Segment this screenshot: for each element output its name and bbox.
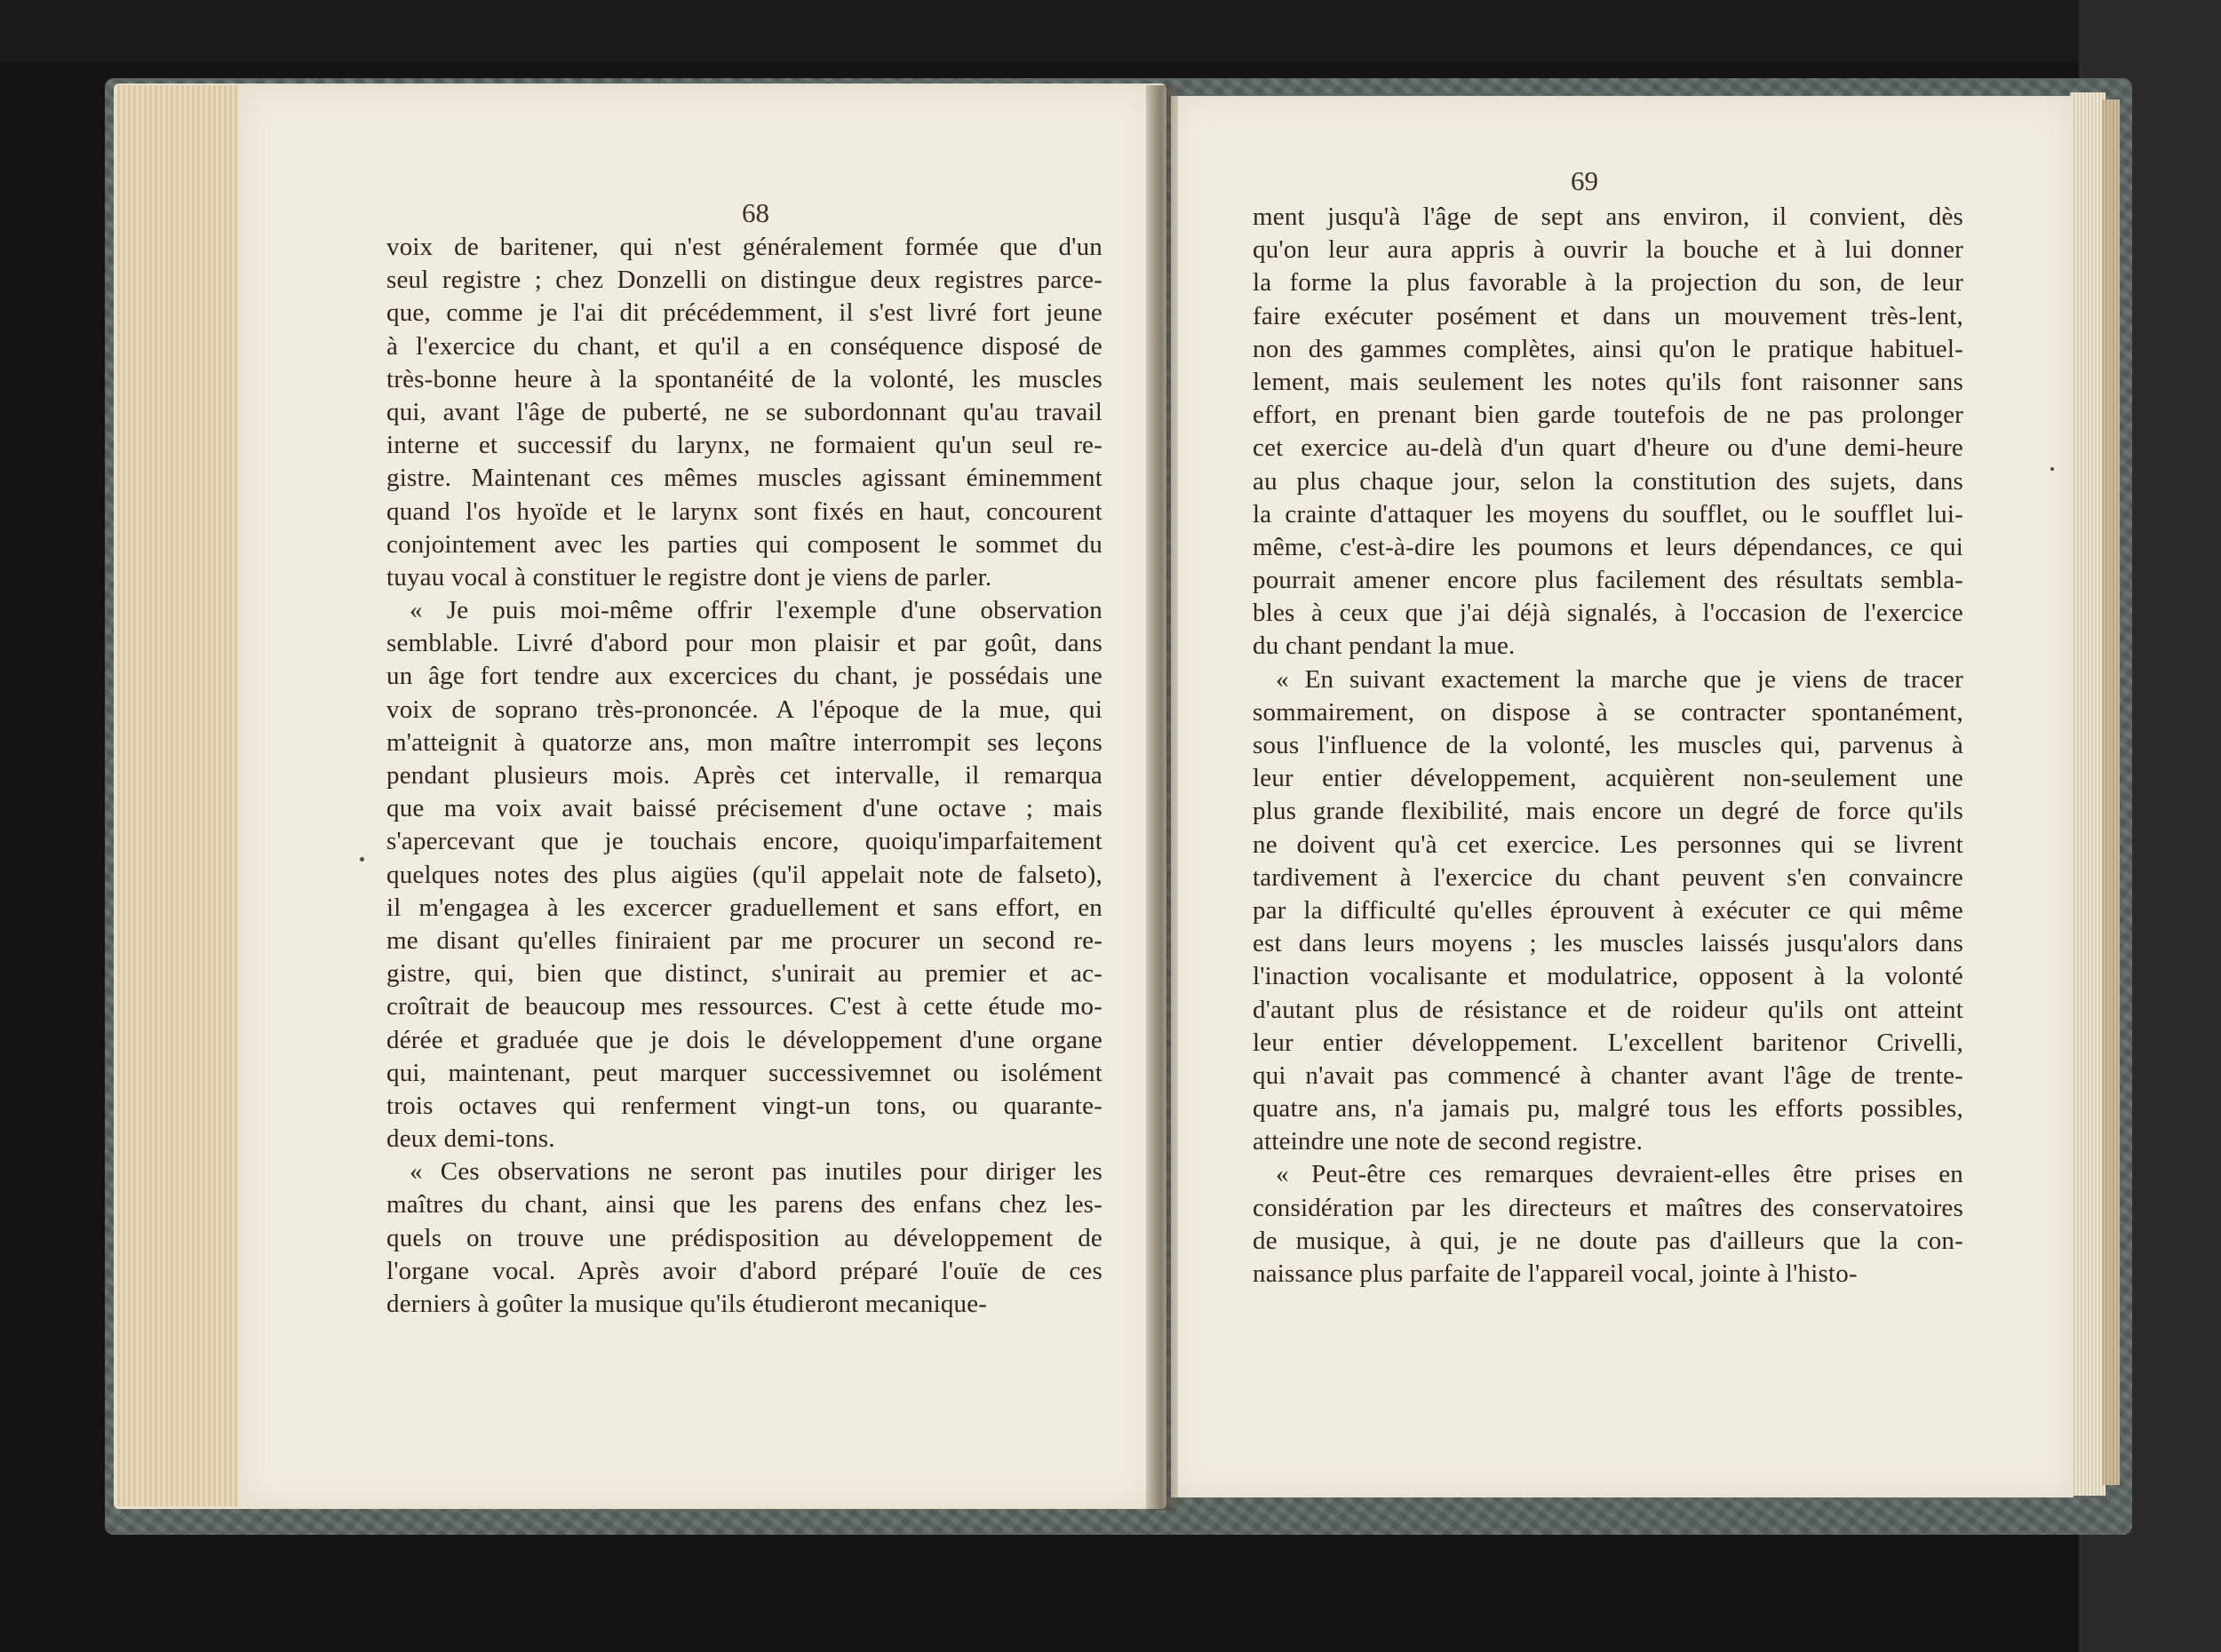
- text-line: lement, mais seulement les notes qu'ils font raisonner sans: [1253, 367, 1963, 396]
- text-line: qui, avant l'âge de puberté, ne se subordonnant qu'au travail: [386, 397, 1103, 426]
- text-line: que, comme je l'ai dit précédemment, il s'est livré fort jeune: [386, 298, 1103, 328]
- right-page-text: [1253, 201, 1963, 1291]
- text-line: quand l'os hyoïde et le larynx sont fixés en haut, concourent: [386, 496, 1103, 526]
- text-line: la forme la plus favorable à la projection du son, de leur: [1253, 268, 1963, 298]
- text-line: il m'engagea à les excercer graduellement et sans effort, en: [386, 893, 1103, 922]
- page-number-right: 69: [1571, 165, 1598, 196]
- text-line: faire exécuter posément et dans un mouvement très-lent,: [1253, 301, 1963, 330]
- text-line: leur entier développement, acquièrent non-seulement une: [1253, 764, 1963, 793]
- text-line: gistre. Maintenant ces mêmes muscles agissant éminemment: [386, 464, 1103, 493]
- text-line: voix de baritener, qui n'est généralement formée que d'un: [386, 233, 1103, 261]
- book-gutter: [1146, 85, 1178, 1510]
- paper-speck: [360, 857, 364, 862]
- text-line: seul registre ; chez Donzelli on distingue deux registres parce-: [386, 266, 1103, 295]
- text-line: croîtrait de beaucoup mes ressources. C'est à cette étude mo-: [386, 992, 1103, 1021]
- text-line: est dans leurs moyens ; les muscles laissés jusqu'alors dans: [1253, 929, 1963, 958]
- text-line: qu'on leur aura appris à ouvrir la bouche et à lui donner: [1253, 235, 1963, 265]
- text-line: m'atteignit à quatorze ans, mon maître interrompit ses leçons: [386, 727, 1103, 757]
- text-line: considération par les directeurs et maîtres des conservatoires: [1253, 1193, 1963, 1222]
- paper-speck: [2050, 467, 2054, 471]
- text-line: qui n'avait pas commencé à chanter avant l'âge de trente-: [1253, 1060, 1963, 1090]
- text-line: s'apercevant que je touchais encore, quoiqu'imparfaitement: [386, 827, 1103, 856]
- text-line: gistre, qui, bien que distinct, s'unirait au premier et ac-: [386, 959, 1103, 989]
- text-line: un âge fort tendre aux excercices du chant, je possédais une: [386, 662, 1103, 691]
- text-line: me disant qu'elles finiraient par me procurer un second re-: [386, 925, 1103, 955]
- text-line: tardivement à l'exercice du chant peuvent s'en convaincre: [1253, 862, 1963, 892]
- text-line: « Ces observations ne seront pas inutiles pour diriger les: [410, 1157, 1103, 1187]
- text-line: pendant plusieurs mois. Après cet intervalle, il remarqua: [386, 761, 1103, 790]
- text-line: l'organe vocal. Après avoir d'abord préparé l'ouïe de ces: [386, 1256, 1103, 1285]
- text-line: pourrait amener encore plus facilement des résultats sembla-: [1253, 566, 1963, 595]
- text-line: à l'exercice du chant, et qu'il a en conséquence disposé de: [386, 331, 1103, 361]
- text-line: du chant pendant la mue.: [1253, 631, 1516, 661]
- text-line: de musique, à qui, je ne doute pas d'ailleurs que la con-: [1253, 1226, 1963, 1255]
- text-line: interne et successif du larynx, ne formaient qu'un seul re-: [386, 431, 1103, 460]
- text-line: « Je puis moi-même offrir l'exemple d'une observation: [410, 596, 1103, 625]
- text-line: non des gammes complètes, ainsi qu'on le pratique habituel-: [1253, 334, 1963, 363]
- right-page-edges-outer: [2102, 99, 2120, 1485]
- text-line: voix de soprano très-prononcée. A l'époque de la mue, qui: [386, 695, 1103, 724]
- text-line: bles à ceux que j'ai déjà signalés, à l'occasion de l'exercice: [1253, 599, 1963, 628]
- text-line: conjointement avec les parties qui composent le sommet du: [386, 529, 1103, 559]
- left-page-edges: [117, 85, 247, 1506]
- text-line: quelques notes des plus aigües (qu'il appelait note de falseto),: [386, 860, 1103, 889]
- text-line: ne doivent qu'à cet exercice. Les personnes qui se livrent: [1253, 830, 1963, 859]
- text-line: même, c'est-à-dire les poumons et leurs dépendances, ce qui: [1253, 532, 1963, 561]
- text-line: maîtres du chant, ainsi que les parens des enfans chez les-: [386, 1190, 1103, 1219]
- text-line: quels on trouve une prédisposition au développement de: [386, 1223, 1103, 1252]
- right-page-edges: [2070, 92, 2106, 1496]
- left-page-text: [386, 231, 1103, 1321]
- text-line: plus grande flexibilité, mais encore un degré de force qu'ils: [1253, 797, 1963, 826]
- text-line: que ma voix avait baissé précisement d'une octave ; mais: [386, 794, 1103, 823]
- text-line: naissance plus parfaite de l'appareil vocal, jointe à l'histo-: [1253, 1259, 1858, 1288]
- text-line: derniers à goûter la musique qu'ils étudieront mecanique-: [386, 1290, 988, 1318]
- text-line: « En suivant exactement la marche que je viens de tracer: [1276, 664, 1963, 694]
- text-line: l'inaction vocalisante et modulatrice, opposent à la volonté: [1253, 962, 1963, 991]
- text-line: tuyau vocal à constituer le registre dont je viens de parler.: [386, 562, 992, 592]
- page-number-left: 68: [742, 197, 769, 228]
- text-line: cet exercice au-delà d'un quart d'heure ou d'une demi-heure: [1253, 433, 1963, 463]
- text-line: dérée et graduée que je dois le développement d'une organe: [386, 1025, 1103, 1054]
- text-line: très-bonne heure à la spontanéité de la volonté, les muscles: [386, 364, 1103, 393]
- text-line: trois octaves qui renferment vingt-un tons, ou quarante-: [386, 1091, 1103, 1120]
- backdrop-top: [0, 0, 2221, 62]
- text-line: leur entier développement. L'excellent baritenor Crivelli,: [1253, 1028, 1963, 1057]
- text-line: d'autant plus de résistance et de roideur qu'ils ont atteint: [1253, 995, 1963, 1024]
- text-line: deux demi-tons.: [386, 1124, 555, 1154]
- text-line: la crainte d'attaquer les moyens du soufflet, ou le soufflet lui-: [1253, 499, 1963, 528]
- text-line: ment jusqu'à l'âge de sept ans environ, il convient, dès: [1253, 203, 1963, 231]
- text-line: semblable. Livré d'abord pour mon plaisir et par goût, dans: [386, 629, 1103, 658]
- text-line: sous l'influence de la volonté, les muscles qui, parvenus à: [1253, 731, 1963, 759]
- text-line: au plus chaque jour, selon la constitution des sujets, dans: [1253, 466, 1963, 496]
- text-line: effort, en prenant bien garde toutefois de ne pas prolonger: [1253, 401, 1963, 430]
- text-line: qui, maintenant, peut marquer successivemnet ou isolément: [386, 1058, 1103, 1087]
- text-line: sommairement, on dispose à se contracter spontanément,: [1253, 697, 1963, 727]
- text-line: quatre ans, n'a jamais pu, malgré tous les efforts possibles,: [1253, 1094, 1963, 1124]
- text-line: par la difficulté qu'elles éprouvent à exécuter ce qui même: [1253, 895, 1963, 925]
- text-line: « Peut-être ces remarques devraient-elles être prises en: [1276, 1160, 1963, 1189]
- text-line: atteindre une note de second registre.: [1253, 1127, 1644, 1156]
